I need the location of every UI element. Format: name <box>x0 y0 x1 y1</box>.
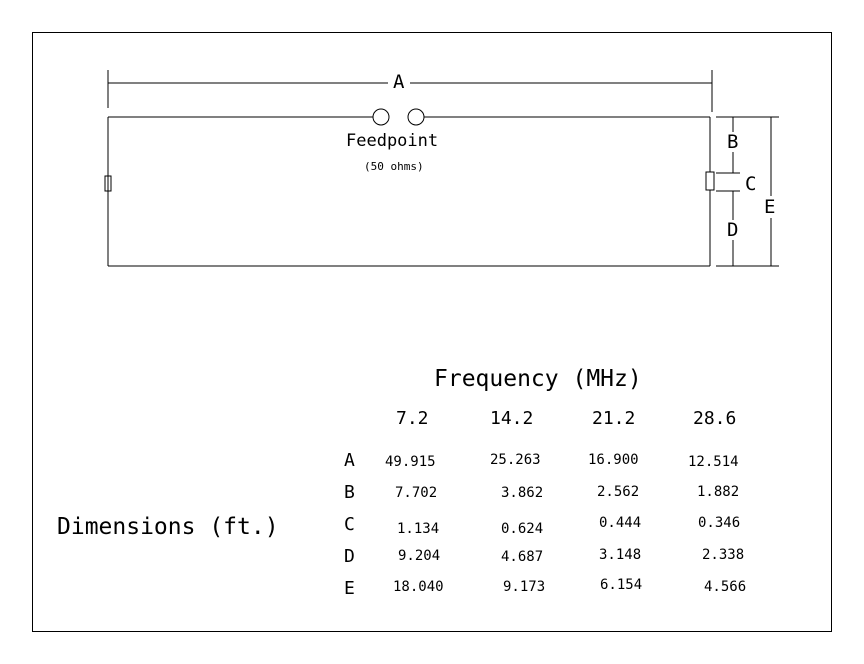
cell-a-7-2: 49.915 <box>385 454 436 470</box>
cell-e-7-2: 18.040 <box>393 579 444 595</box>
frequency-col-4: 28.6 <box>693 408 737 429</box>
cell-e-28-6: 4.566 <box>704 579 747 595</box>
row-label-b: B <box>344 482 355 503</box>
frequency-col-2: 14.2 <box>490 408 534 429</box>
dimensions-label: Dimensions (ft.) <box>57 514 279 540</box>
cell-d-28-6: 2.338 <box>702 547 745 563</box>
frequency-col-1: 7.2 <box>396 408 429 429</box>
dim-b-label: B <box>727 131 739 153</box>
feedpoint-terminal-right <box>408 109 424 125</box>
impedance-label: (50 ohms) <box>364 160 424 173</box>
cell-a-21-2: 16.900 <box>588 452 639 468</box>
cell-c-7-2: 1.134 <box>397 521 440 537</box>
cell-b-28-6: 1.882 <box>697 484 740 500</box>
row-label-d: D <box>344 546 355 567</box>
cell-a-14-2: 25.263 <box>490 452 541 468</box>
cell-e-14-2: 9.173 <box>503 579 546 595</box>
cell-e-21-2: 6.154 <box>600 577 643 593</box>
frequency-col-3: 21.2 <box>592 408 636 429</box>
dim-e-label: E <box>764 196 776 218</box>
cell-b-7-2: 7.702 <box>395 485 438 501</box>
cell-b-14-2: 3.862 <box>501 485 544 501</box>
cell-c-14-2: 0.624 <box>501 521 544 537</box>
dim-d-label: D <box>727 219 739 241</box>
row-label-c: C <box>344 514 355 535</box>
row-label-e: E <box>344 578 355 599</box>
dim-c-label: C <box>745 173 757 195</box>
cell-c-21-2: 0.444 <box>599 515 642 531</box>
cell-d-7-2: 9.204 <box>398 548 441 564</box>
right-insulator <box>706 172 714 190</box>
cell-a-28-6: 12.514 <box>688 454 739 470</box>
row-label-a: A <box>344 450 355 471</box>
feedpoint-label: Feedpoint <box>346 131 439 151</box>
cell-d-21-2: 3.148 <box>599 547 642 563</box>
cell-d-14-2: 4.687 <box>501 549 544 565</box>
frequency-title: Frequency (MHz) <box>434 366 642 392</box>
cell-b-21-2: 2.562 <box>597 484 640 500</box>
cell-c-28-6: 0.346 <box>698 515 741 531</box>
feedpoint-terminal-left <box>373 109 389 125</box>
dim-a-label: A <box>393 71 405 93</box>
